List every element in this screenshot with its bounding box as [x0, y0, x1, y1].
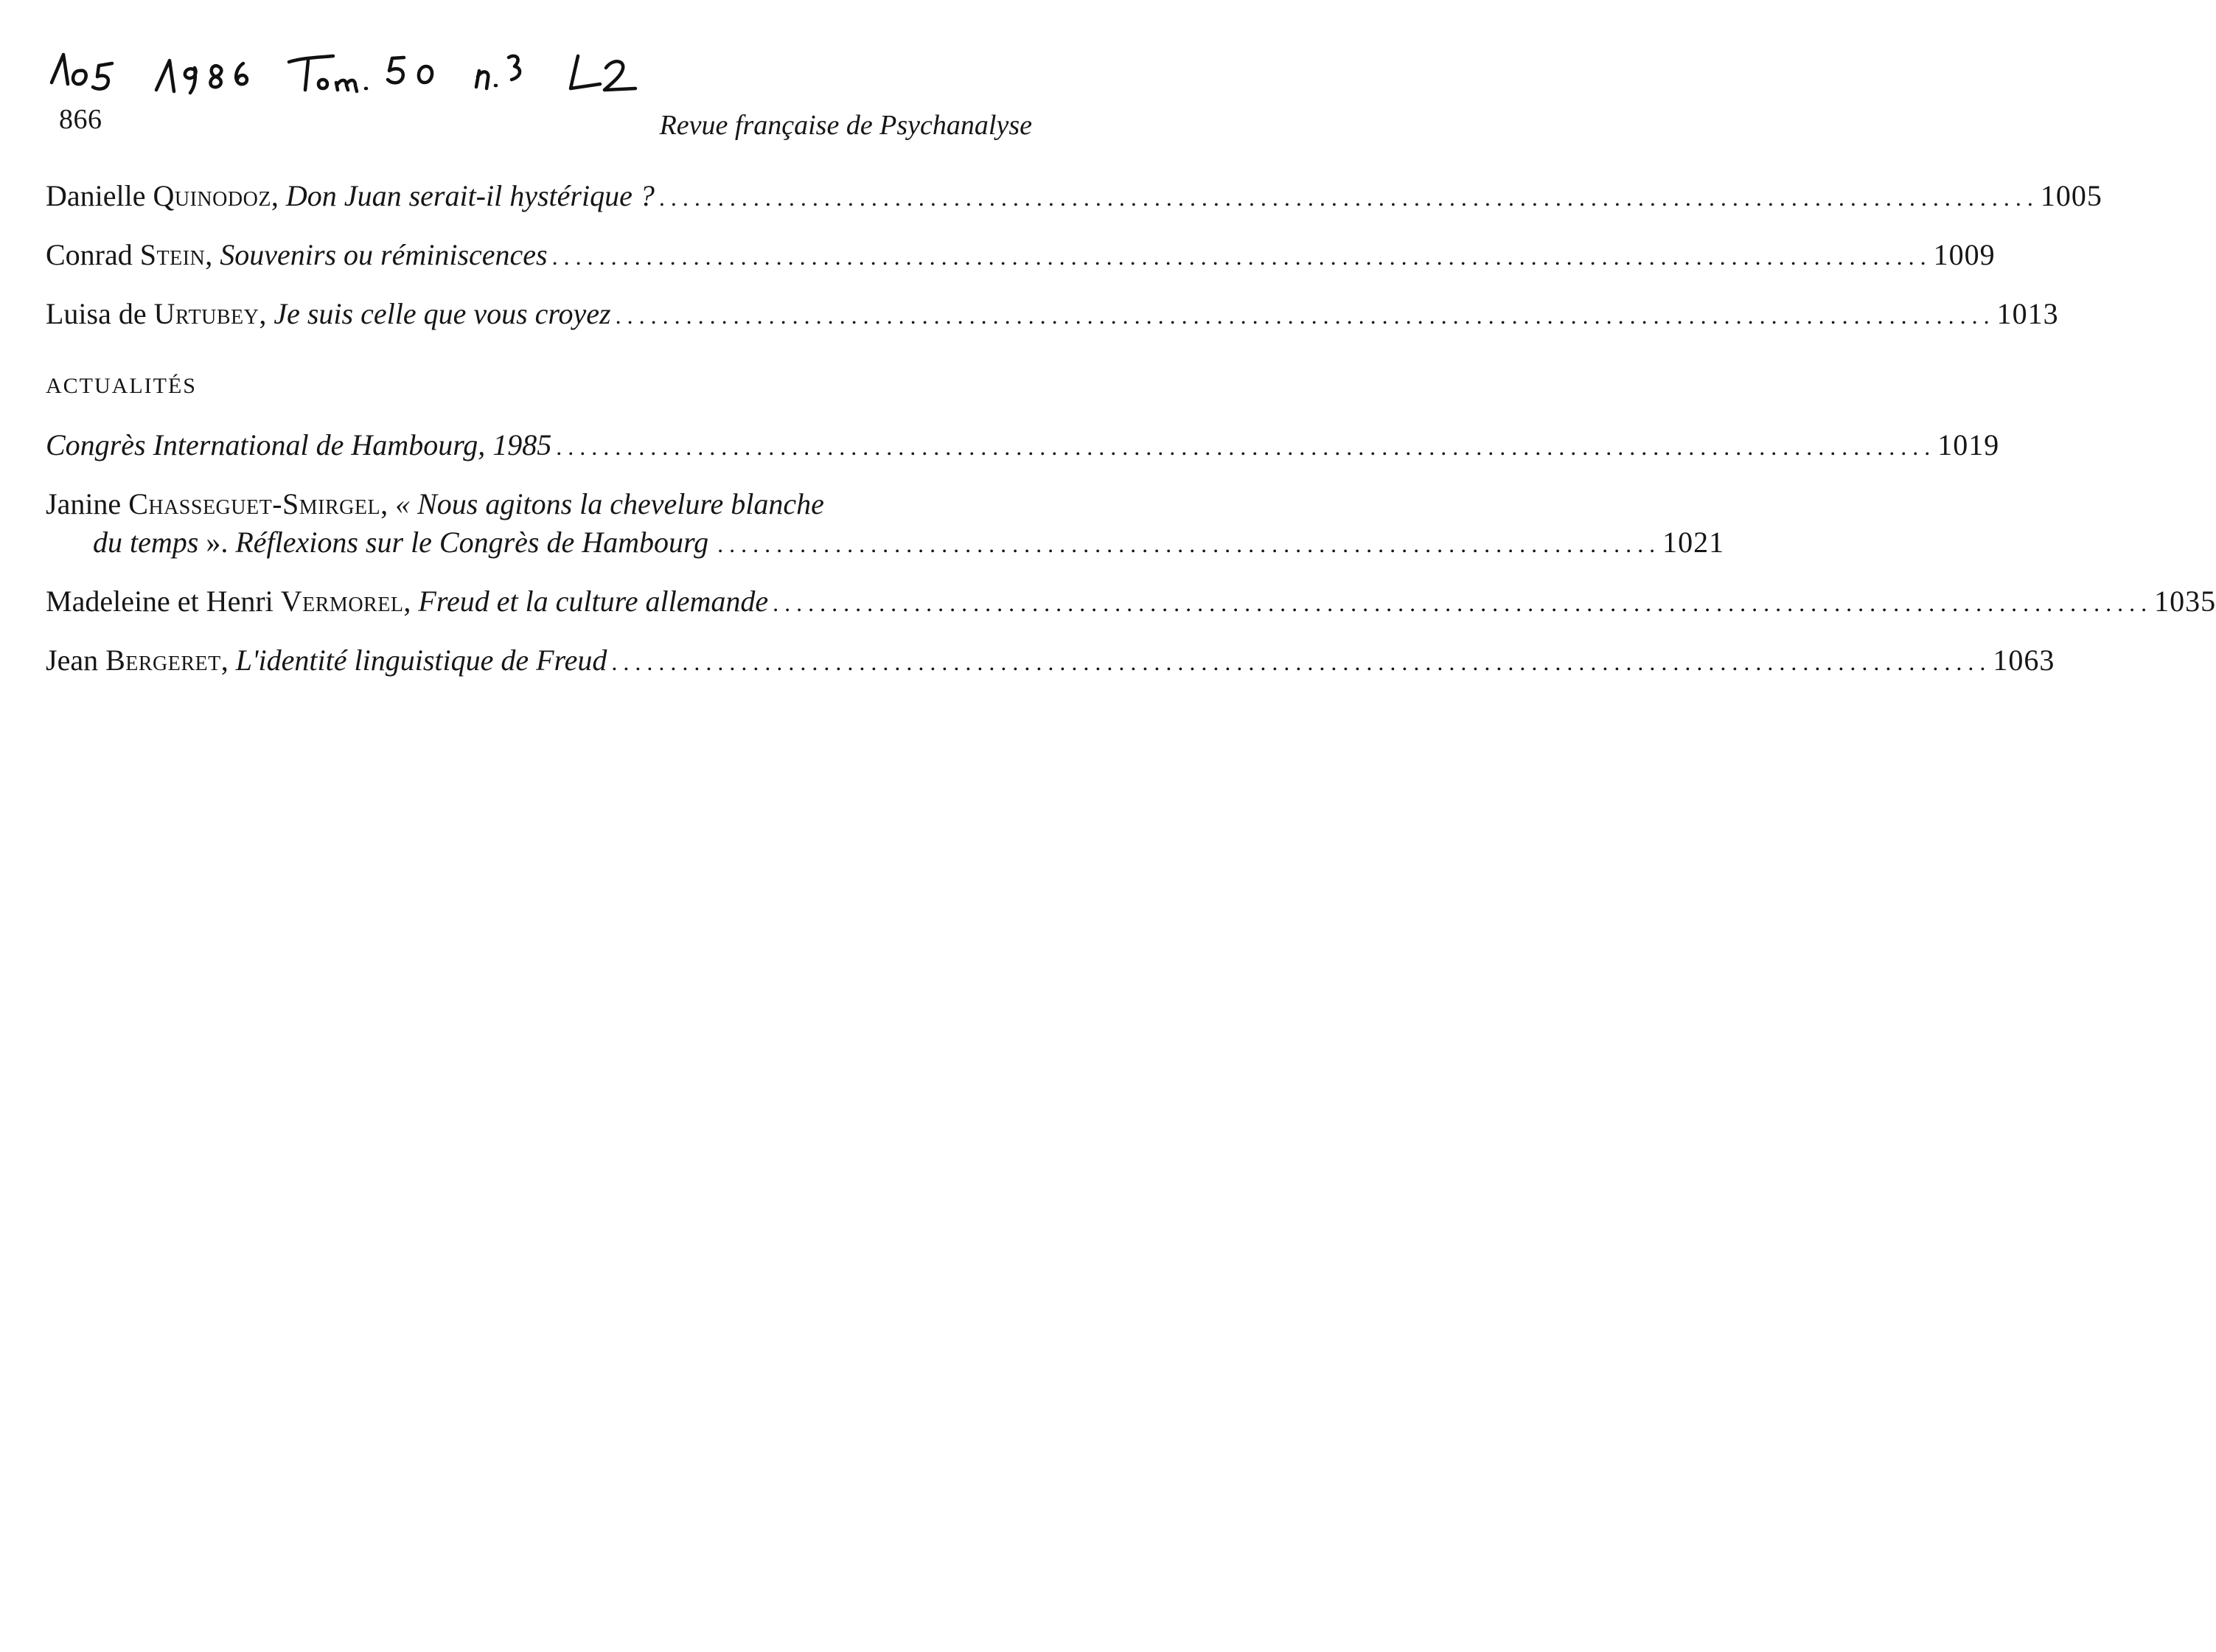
page-ref: 1013 — [1996, 297, 2059, 330]
dot-leader — [659, 178, 2033, 217]
toc-entry-line-1: Janine Chasseguet-Smirgel, « Nous agitons la chevelure blanche — [46, 487, 824, 520]
author-last-name: Stein — [139, 238, 206, 271]
toc-entry-text: Conrad Stein, Souvenirs ou réminiscences — [46, 238, 548, 271]
dot-leader — [611, 643, 1985, 681]
page-ref: 1035 — [2154, 585, 2216, 618]
dot-leader: . . . . . . . . . . . . . . . . . . . . . . . . . . . . . . . . . . . . . . . . . . . . . . . . . . . . . . . . . . . . . . . . . . . . . . . . . . . . . . . . — [717, 531, 1656, 557]
author-first-name: Conrad — [46, 238, 140, 271]
author-last-name: Bergeret — [105, 644, 221, 677]
dot-leader — [773, 584, 2147, 622]
toc-entry-vermorel — [46, 582, 2216, 622]
journal-title: Revue française de Psychanalyse — [659, 110, 1032, 141]
toc-entry-text: Jean Bergeret, L'identité linguistique de Freud — [46, 644, 607, 677]
dot-leader — [556, 428, 1930, 466]
toc-entry-bergeret — [46, 641, 2055, 681]
author-last-name: Chasseguet-Smirgel — [128, 487, 381, 520]
article-title-line-2a: du temps — [93, 526, 199, 559]
page-number: 866 — [59, 104, 102, 135]
toc-entry-quinodoz — [46, 177, 2102, 217]
toc-entry-text — [93, 523, 708, 562]
toc-entry-text: Luisa de Urtubey, Je suis celle que vous croyez — [46, 297, 611, 330]
article-title: L'identité linguistique de Freud — [235, 644, 607, 677]
article-title: Congrès International de Hambourg, 1985 — [46, 428, 552, 461]
article-title-line-2c: Réflexions sur le Congrès de Hambourg — [235, 526, 709, 559]
toc-entry-urtubey — [46, 295, 2059, 335]
page-ref: 1005 — [2040, 179, 2102, 212]
author-last-name: Quinodoz — [153, 179, 271, 212]
author-first-name: Danielle — [46, 179, 153, 212]
toc-entry-text: Madeleine et Henri Vermorel, Freud et la culture allemande — [46, 585, 769, 618]
author-first-name: Madeleine et Henri — [46, 585, 281, 618]
toc-entry-line-2 — [46, 523, 1725, 563]
author-first-name: Janine — [46, 487, 129, 520]
page-ref: 1019 — [1937, 428, 2000, 461]
handwritten-annotation-drawing — [46, 25, 857, 106]
toc-entry-chasseguet-smirgel — [46, 485, 1725, 563]
author-last-name: Vermorel — [280, 585, 404, 618]
toc-entry-congress — [46, 426, 2000, 466]
article-title-line-2b: ». — [198, 526, 236, 559]
dot-leader — [552, 237, 1926, 276]
running-head — [46, 102, 1032, 146]
table-of-contents — [46, 177, 2216, 700]
page-ref: 1009 — [1933, 238, 1996, 271]
author-first-name: Jean — [46, 644, 106, 677]
handwritten-annotation — [46, 25, 857, 106]
section-heading-actualites: ACTUALITÉS — [46, 374, 197, 398]
toc-entry-stein — [46, 236, 1996, 276]
page-ref: 1021 — [1662, 526, 1725, 559]
toc-entry-text: Danielle Quinodoz, Don Juan serait-il hystérique ? — [46, 179, 655, 212]
article-title: Freud et la culture allemande — [418, 585, 769, 618]
article-title: Don Juan serait-il hystérique ? — [285, 179, 655, 212]
author-first-name: Luisa de — [46, 297, 154, 330]
dot-leader — [616, 296, 1990, 335]
article-title: Souvenirs ou réminiscences — [220, 238, 548, 271]
article-title-line-1: « Nous agitons la chevelure blanche — [395, 487, 824, 520]
page-ref: 1063 — [1993, 644, 2055, 677]
article-title: Je suis celle que vous croyez — [273, 297, 611, 330]
author-last-name: Urtubey — [153, 297, 259, 330]
